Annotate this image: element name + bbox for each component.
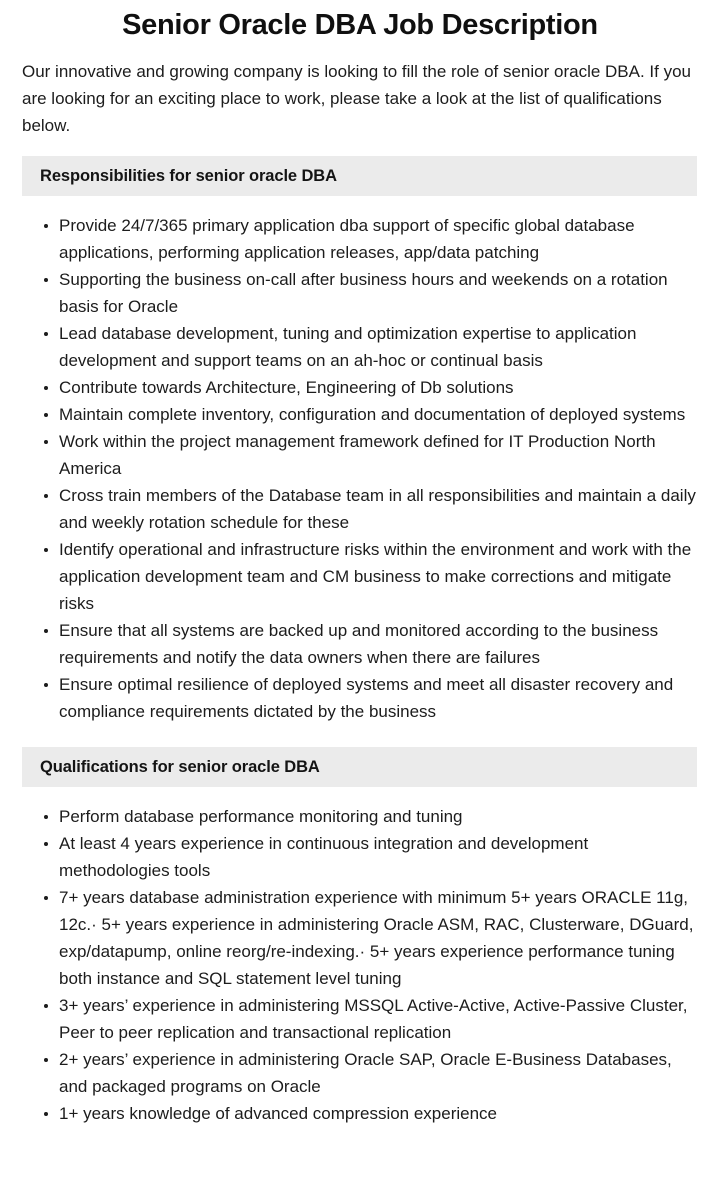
section-header-qualifications bbox=[22, 747, 697, 787]
list-item: Perform database performance monitoring and tuning bbox=[0, 803, 696, 830]
list-item: 7+ years database administration experience with minimum 5+ years ORACLE 11g, 12c.· 5+ years experience in administering Oracle ASM, RAC, Clusterware, DGuard, exp/datapump, online reorg/re-indexing.· 5+ years experience performance tuning both instance and SQL statement level tuning bbox=[0, 884, 696, 992]
list-item: Provide 24/7/365 primary application dba support of specific global database applications, performing application releases, app/data patching bbox=[0, 212, 696, 266]
section-qualifications bbox=[0, 747, 720, 1127]
list-item: 1+ years knowledge of advanced compression experience bbox=[0, 1100, 696, 1127]
list-item: Maintain complete inventory, configuration and documentation of deployed systems bbox=[0, 401, 696, 428]
page-title: Senior Oracle DBA Job Description bbox=[122, 9, 598, 41]
list-item: Contribute towards Architecture, Engineering of Db solutions bbox=[0, 374, 696, 401]
list-item: 2+ years’ experience in administering Oracle SAP, Oracle E-Business Databases, and packaged programs on Oracle bbox=[0, 1046, 696, 1100]
list-item: Work within the project management framework defined for IT Production North America bbox=[0, 428, 696, 482]
section-header-responsibilities bbox=[22, 156, 697, 196]
intro-paragraph: Our innovative and growing company is looking to fill the role of senior oracle DBA. If you are looking for an exciting place to work, please take a look at the list of qualifications below. bbox=[22, 62, 692, 135]
responsibilities-list bbox=[0, 212, 720, 725]
list-item: 3+ years’ experience in administering MSSQL Active-Active, Active-Passive Cluster, Peer to peer replication and transactional replication bbox=[0, 992, 696, 1046]
list-item: Supporting the business on-call after business hours and weekends on a rotation basis for Oracle bbox=[0, 266, 696, 320]
list-item: Cross train members of the Database team in all responsibilities and maintain a daily and weekly rotation schedule for these bbox=[0, 482, 696, 536]
list-item: Ensure that all systems are backed up and monitored according to the business requirements and notify the data owners when there are failures bbox=[0, 617, 696, 671]
section-heading-label: Responsibilities for senior oracle DBA bbox=[40, 166, 337, 185]
section-heading-label: Qualifications for senior oracle DBA bbox=[40, 757, 320, 776]
list-item: Lead database development, tuning and optimization expertise to application development and support teams on an ah-hoc or continual basis bbox=[0, 320, 696, 374]
list-item: Identify operational and infrastructure risks within the environment and work with the application development team and CM business to make corrections and mitigate risks bbox=[0, 536, 696, 617]
list-item: At least 4 years experience in continuous integration and development methodologies tools bbox=[0, 830, 696, 884]
list-item: Ensure optimal resilience of deployed systems and meet all disaster recovery and compliance requirements dictated by the business bbox=[0, 671, 696, 725]
qualifications-list bbox=[0, 803, 720, 1127]
section-responsibilities bbox=[0, 156, 720, 725]
